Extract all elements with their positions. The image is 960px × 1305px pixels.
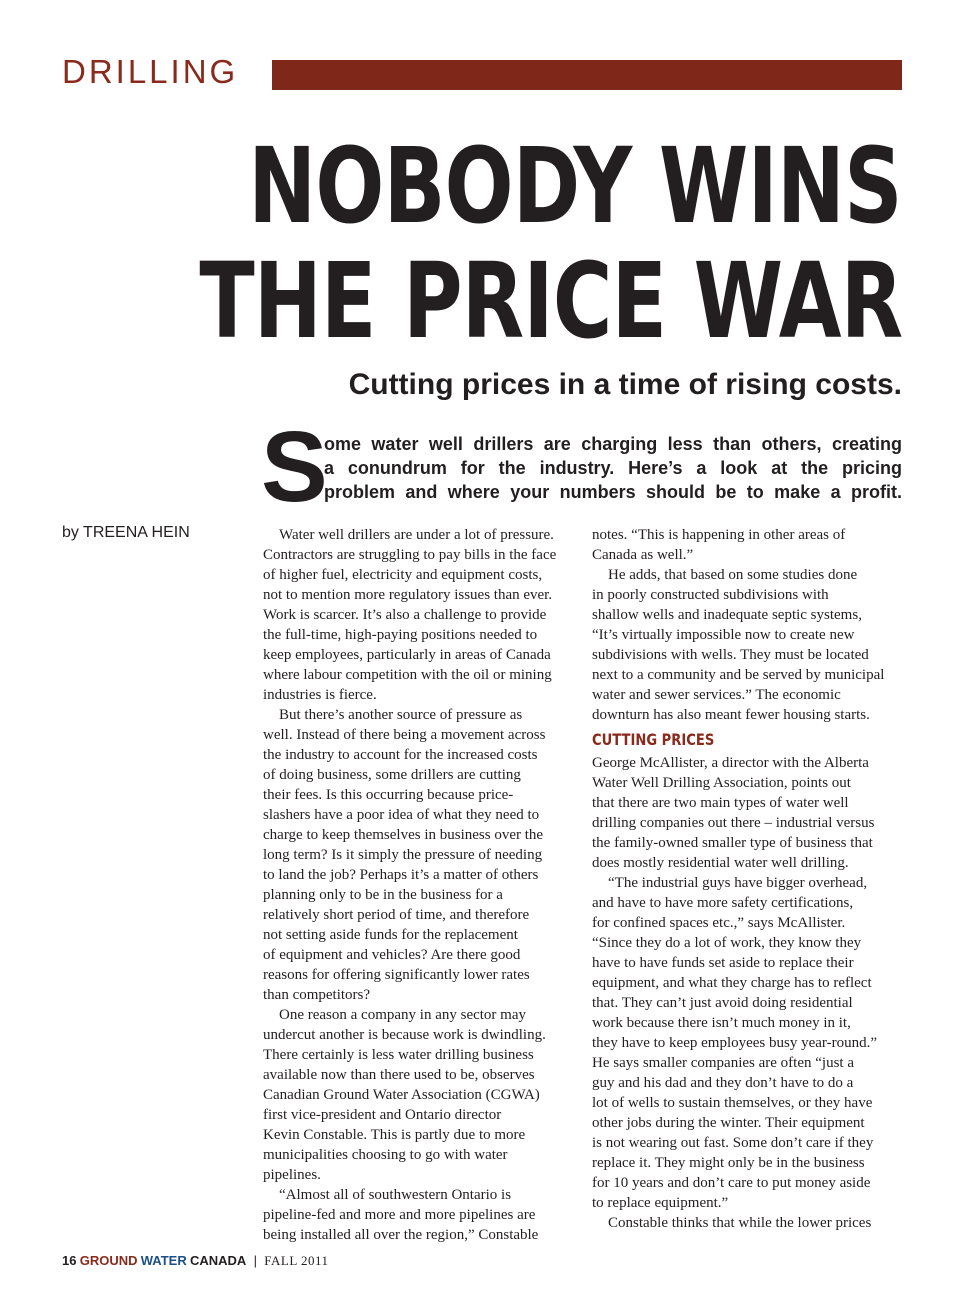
body-line: shallow wells and inadequate septic systems, (592, 607, 862, 623)
body-line: of equipment and vehicles? Are there good (263, 947, 521, 963)
body-line: pipeline-fed and more and more pipelines are (263, 1207, 536, 1223)
deck-line-3: problem and where your numbers should be to make a profit. (324, 482, 902, 502)
body-line: municipalities choosing to go with water (263, 1147, 508, 1163)
body-line: than competitors? (263, 987, 371, 1003)
page-number: 16 (62, 1253, 77, 1268)
body-line: relatively short period of time, and therefore (263, 907, 530, 923)
article-column-1 (263, 525, 575, 1245)
body-line: pipelines. (263, 1167, 321, 1183)
body-line: He says smaller companies are often “just a (592, 1055, 854, 1071)
body-line: next to a community and be served by municipal (592, 667, 885, 683)
body-line: not to mention more regulatory issues than ever. (263, 587, 553, 603)
headline-line-1: NOBODY WINS (248, 125, 902, 247)
body-line: other jobs during the winter. Their equipment (592, 1115, 865, 1131)
body-line: for confined spaces etc.,” says McAllister. (592, 915, 846, 931)
body-line: work because there isn’t much money in it, (592, 1015, 851, 1031)
body-line: “Almost all of southwestern Ontario is (279, 1187, 512, 1203)
body-line: does mostly residential water well drilling. (592, 855, 849, 871)
body-line: not setting aside funds for the replacement (263, 927, 518, 943)
body-line: being installed all over the region,” Constable (263, 1227, 539, 1243)
body-line: they have to keep employees busy year-round.” (592, 1035, 878, 1051)
body-line: Canadian Ground Water Association (CGWA) (263, 1087, 540, 1103)
body-line: One reason a company in any sector may (279, 1007, 526, 1023)
body-line: water and sewer services.” The economic (592, 687, 841, 703)
magazine-name-canada: CANADA (189, 1253, 247, 1268)
body-line: to land the job? Perhaps it’s a matter of others (263, 867, 539, 883)
body-line: Water Well Drilling Association, points out (592, 775, 851, 791)
section-rule-bar (272, 60, 902, 90)
body-line: of higher fuel, electricity and equipment costs, (263, 567, 543, 583)
body-line: replace it. They might only be in the business (592, 1155, 865, 1171)
body-line: that there are two main types of water well (592, 795, 849, 811)
body-line: guy and his dad and they don’t have to do a (592, 1075, 854, 1091)
body-line: available now than there used to be, observes (263, 1067, 535, 1083)
body-line: Kevin Constable. This is partly due to more (263, 1127, 526, 1143)
body-line: of doing business, some drillers are cutting (263, 767, 521, 783)
body-line: charge to keep themselves in business over the (263, 827, 544, 843)
body-line: and have to have more safety certifications, (592, 895, 854, 911)
body-line: well. Instead of there being a movement across (263, 727, 546, 743)
body-line: their fees. Is this occurring because price- (263, 787, 514, 803)
body-line: in poorly constructed subdivisions with (592, 587, 829, 603)
body-line: Contractors are struggling to pay bills in the face (263, 547, 557, 563)
body-line: “It’s virtually impossible now to create new (592, 627, 855, 643)
body-line: drilling companies out there – industrial versus (592, 815, 875, 831)
body-line: downturn has also meant fewer housing starts. (592, 707, 870, 723)
body-line: have to have funds set aside to replace their (592, 955, 854, 971)
body-line: He adds, that based on some studies done (608, 567, 858, 583)
body-line: where labour competition with the oil or mining (263, 667, 552, 683)
body-line: first vice-president and Ontario director (263, 1107, 502, 1123)
body-line: subdivisions with wells. They must be located (592, 647, 869, 663)
body-line: equipment, and what they charge has to reflect (592, 975, 872, 991)
body-line: keep employees, particularly in areas of Canada (263, 647, 551, 663)
body-line: that. They can’t just avoid doing residential (592, 995, 853, 1011)
body-line: the family-owned smaller type of business that (592, 835, 873, 851)
deck-line-2: a conundrum for the industry. Here’s a look at the pricing (324, 458, 902, 478)
magazine-name-water: WATER (140, 1253, 187, 1268)
body-line: is not wearing out fast. Some don’t care if they (592, 1135, 874, 1151)
body-line: industries is fierce. (263, 687, 377, 703)
page-footer (62, 1252, 329, 1270)
body-line: for 10 years and don’t care to put money aside (592, 1175, 871, 1191)
body-line: Constable thinks that while the lower prices (608, 1215, 872, 1231)
body-line: undercut another is because work is dwindling. (263, 1027, 546, 1043)
section-label: DRILLING (62, 53, 239, 90)
body-line: long term? Is it simply the pressure of needing (263, 847, 543, 863)
magazine-name-ground: GROUND (79, 1253, 138, 1268)
byline: by TREENA HEIN (62, 524, 190, 541)
issue-date: FALL 2011 (264, 1253, 329, 1268)
body-line: But there’s another source of pressure as (279, 707, 523, 723)
deck-dropcap: S (261, 411, 328, 523)
body-line: Water well drillers are under a lot of pressure. (279, 527, 554, 543)
subheadline: Cutting prices in a time of rising costs. (348, 368, 902, 401)
deck-line-1: ome water well drillers are charging less than others, creating (324, 434, 902, 454)
body-line: reasons for offering significantly lower rates (263, 967, 530, 983)
body-line: Work is scarcer. It’s also a challenge to provide (263, 607, 547, 623)
body-line: “The industrial guys have bigger overhead, (608, 875, 868, 891)
body-line: the industry to account for the increased costs (263, 747, 538, 763)
body-line: lot of wells to sustain themselves, or they have (592, 1095, 873, 1111)
body-line: to replace equipment.” (592, 1195, 729, 1211)
body-line: Canada as well.” (592, 547, 694, 563)
body-line: planning only to be in the business for a (263, 887, 503, 903)
body-line: George McAllister, a director with the Alberta (592, 755, 869, 771)
body-line: slashers have a poor idea of what they need to (263, 807, 540, 823)
article-column-2 (592, 525, 904, 1233)
body-line: the full-time, high-paying positions needed to (263, 627, 538, 643)
section-subhead: CUTTING PRICES (592, 730, 715, 749)
headline-line-2: THE PRICE WAR (198, 240, 902, 362)
footer-separator: | (253, 1253, 257, 1268)
body-line: “Since they do a lot of work, they know they (592, 935, 862, 951)
body-line: There certainly is less water drilling business (263, 1047, 534, 1063)
body-line: notes. “This is happening in other areas of (592, 527, 846, 543)
